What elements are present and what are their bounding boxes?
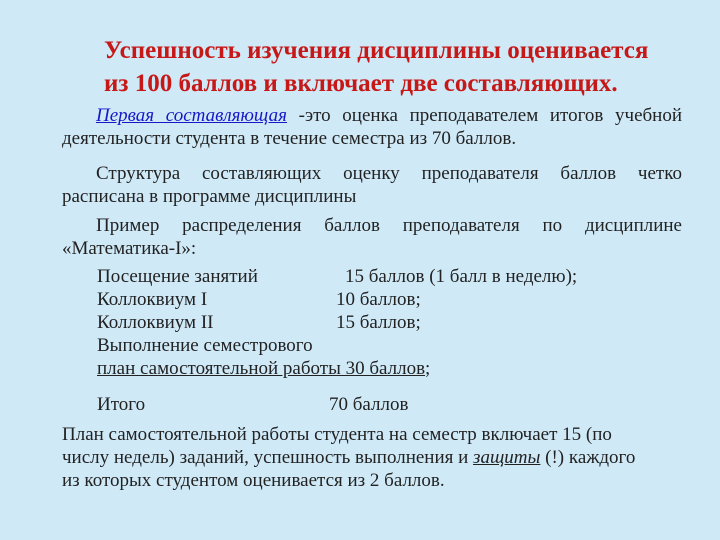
points-item-label: Коллоквиум II — [97, 312, 214, 333]
first-component-term: Первая составляющая — [96, 105, 287, 126]
paragraph-structure — [62, 162, 682, 208]
points-item-value: 15 баллов (1 балл в неделю); — [345, 266, 578, 287]
self-study-label: Выполнение семестрового — [97, 335, 313, 356]
title-line-2: из 100 баллов и включает две составляющих. — [104, 70, 618, 97]
paragraph-line: Пример распределения баллов преподавателя по дисциплине — [96, 215, 682, 236]
paragraph-line: «Математика-I»: — [62, 238, 197, 259]
title-line-1: Успешность изучения дисциплины оценивается — [104, 37, 649, 64]
self-study-points: план самостоятельной работы 30 баллов — [97, 358, 426, 379]
paragraph-first-component — [62, 104, 682, 150]
self-study-line — [97, 357, 430, 380]
paragraph-example — [62, 214, 682, 260]
paragraph-text: (!) каждого — [540, 447, 636, 468]
self-study-tail: ; — [425, 358, 431, 379]
points-item-value: 15 баллов; — [336, 312, 421, 333]
paragraph-self-study-plan — [62, 423, 682, 492]
total-value: 70 баллов — [329, 394, 409, 415]
paragraph-line: из которых студентом оценивается из 2 баллов. — [62, 470, 445, 491]
slide-title — [104, 34, 648, 100]
points-item-label: Коллоквиум I — [97, 289, 208, 310]
points-item-label: Посещение занятий — [97, 266, 258, 287]
first-component-definition: -это оценка преподавателем итогов учебной — [287, 105, 683, 126]
paragraph-line — [62, 446, 682, 469]
paragraph-line: расписана в программе дисциплины — [62, 186, 357, 207]
total-label: Итого — [97, 394, 146, 415]
paragraph-line: деятельности студента в течение семестра из 70 баллов. — [62, 128, 517, 149]
points-item-value: 10 баллов; — [336, 289, 421, 310]
paragraph-line: План самостоятельной работы студента на семестр включает 15 (по — [62, 424, 612, 445]
paragraph-line — [62, 104, 682, 127]
paragraph-text: числу недель) заданий, успешность выполнения и — [62, 447, 474, 468]
defense-term: защиты — [473, 447, 541, 468]
paragraph-line: Структура составляющих оценку преподавателя баллов четко — [96, 163, 682, 184]
